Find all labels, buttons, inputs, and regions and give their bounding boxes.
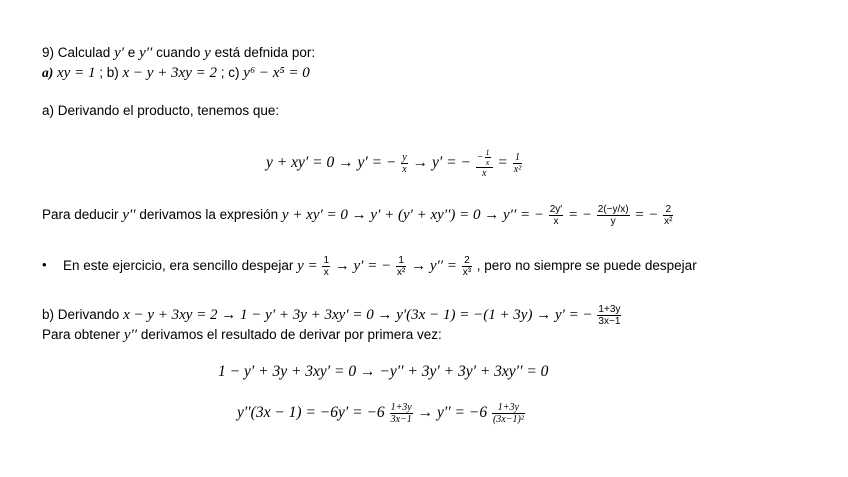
equation-a: xy = 1 xyxy=(57,65,96,81)
fraction-eq3-1: $\frac{1+3y}{3x-1}$ xyxy=(390,402,412,425)
when-text: cuando xyxy=(156,45,201,60)
deduce-y2: y′′ xyxy=(122,207,136,224)
bullet-tail: , pero no siempre se puede despejar xyxy=(476,258,697,274)
problem-number: 9) Calculad xyxy=(42,45,111,60)
obtain-line xyxy=(42,326,442,344)
eq3-b: → y′′ = −6 xyxy=(417,404,488,422)
deduce-text-2: derivamos la expresión xyxy=(139,207,279,223)
fraction-1p3y-over-3xm1: $\frac{1+3y}{3x-1}$ xyxy=(598,304,621,327)
y-double-prime-symbol: y′′ xyxy=(139,45,153,61)
bullet-point: • xyxy=(42,257,47,272)
label-c: ; c) xyxy=(220,65,240,80)
obtain-y2: y′′ xyxy=(123,327,138,343)
y-symbol: y xyxy=(204,45,211,61)
label-a: a) xyxy=(42,65,54,80)
part-b-heading: b) Derivando xyxy=(42,307,120,323)
eq3-a: y′′(3x − 1) = −6y′ = −6 xyxy=(237,404,385,422)
fraction-2-over-x2: $\frac{2}{\text{x²}}$ xyxy=(664,204,673,227)
obtain-text-2: derivamos el resultado de derivar por primera vez: xyxy=(140,327,442,342)
fraction-y-over-x: $\frac{y}{x}$ xyxy=(402,152,407,175)
fraction-1-over-x: $\frac{1}{x}$ xyxy=(323,255,329,278)
part-b-equation-3 xyxy=(237,402,526,425)
bullet-eq-3: → y′′ = xyxy=(411,258,457,275)
part-b-heading-line xyxy=(42,304,622,327)
problem-statement-line xyxy=(42,44,315,62)
fraction-1-over-x2: $\frac{1}{\text{x²}}$ xyxy=(513,152,522,175)
fraction-2-over-x3: $\frac{2}{\text{x³}}$ xyxy=(462,255,472,278)
bullet-eq-1: y = xyxy=(297,258,318,275)
problem-equations-line xyxy=(42,64,310,82)
y-prime-symbol: y′ xyxy=(114,45,125,61)
deduce-mid-2: = − xyxy=(634,207,659,224)
bullet-eq-2: → y′ = − xyxy=(334,258,392,275)
bullet-text: En este ejercicio, era sencillo despejar xyxy=(63,258,294,274)
deduce-equation: y + xy′ = 0 → y′ + (y′ + xy′′) = 0 → y′′ = − xyxy=(281,207,544,224)
equation-b: x − y + 3xy = 2 xyxy=(122,65,217,81)
fraction-2-minus-y-over-x: $\frac{2(-y/x)}{y}$ xyxy=(597,204,629,227)
part-a-heading: a) Derivando el producto, tenemos que: xyxy=(42,103,280,118)
eq1-equals: = xyxy=(497,154,508,172)
part-b-equation-2: 1 − y′ + 3y + 3xy′ = 0 → −y′′ + 3y′ + 3y′ + 3xy′′ = 0 xyxy=(218,363,549,380)
defined-text: está defnida por: xyxy=(214,45,316,60)
fraction-2yp-over-x: $\frac{2y'}{x}$ xyxy=(549,204,563,227)
part-b-equation: x − y + 3xy = 2 → 1 − y′ + 3y + 3xy′ = 0 → y′(3x − 1) = −(1 + 3y) → y′ = − xyxy=(123,307,593,324)
fraction-nested: − $\frac{1}{x}$ x xyxy=(476,148,493,179)
equation-c: y⁶ − x⁵ = 0 xyxy=(243,65,310,81)
deduce-mid: = − xyxy=(567,207,592,224)
eq1-mid: → y′ = − xyxy=(412,154,471,172)
deduce-line xyxy=(42,204,674,227)
deduce-text: Para deducir xyxy=(42,207,119,223)
eq1-main: y + xy′ = 0 → y′ = − xyxy=(266,154,397,172)
fraction-eq3-2: $\frac{1+3y}{\text{(3x−1)²}}$ xyxy=(492,402,524,425)
label-b: ; b) xyxy=(99,65,119,80)
part-a-equation-1 xyxy=(266,148,523,179)
conjunction-e: e xyxy=(127,45,136,60)
bullet-line xyxy=(63,255,697,278)
obtain-text: Para obtener xyxy=(42,327,121,342)
fraction-1-over-x2-b: $\frac{1}{\text{x²}}$ xyxy=(396,255,406,278)
